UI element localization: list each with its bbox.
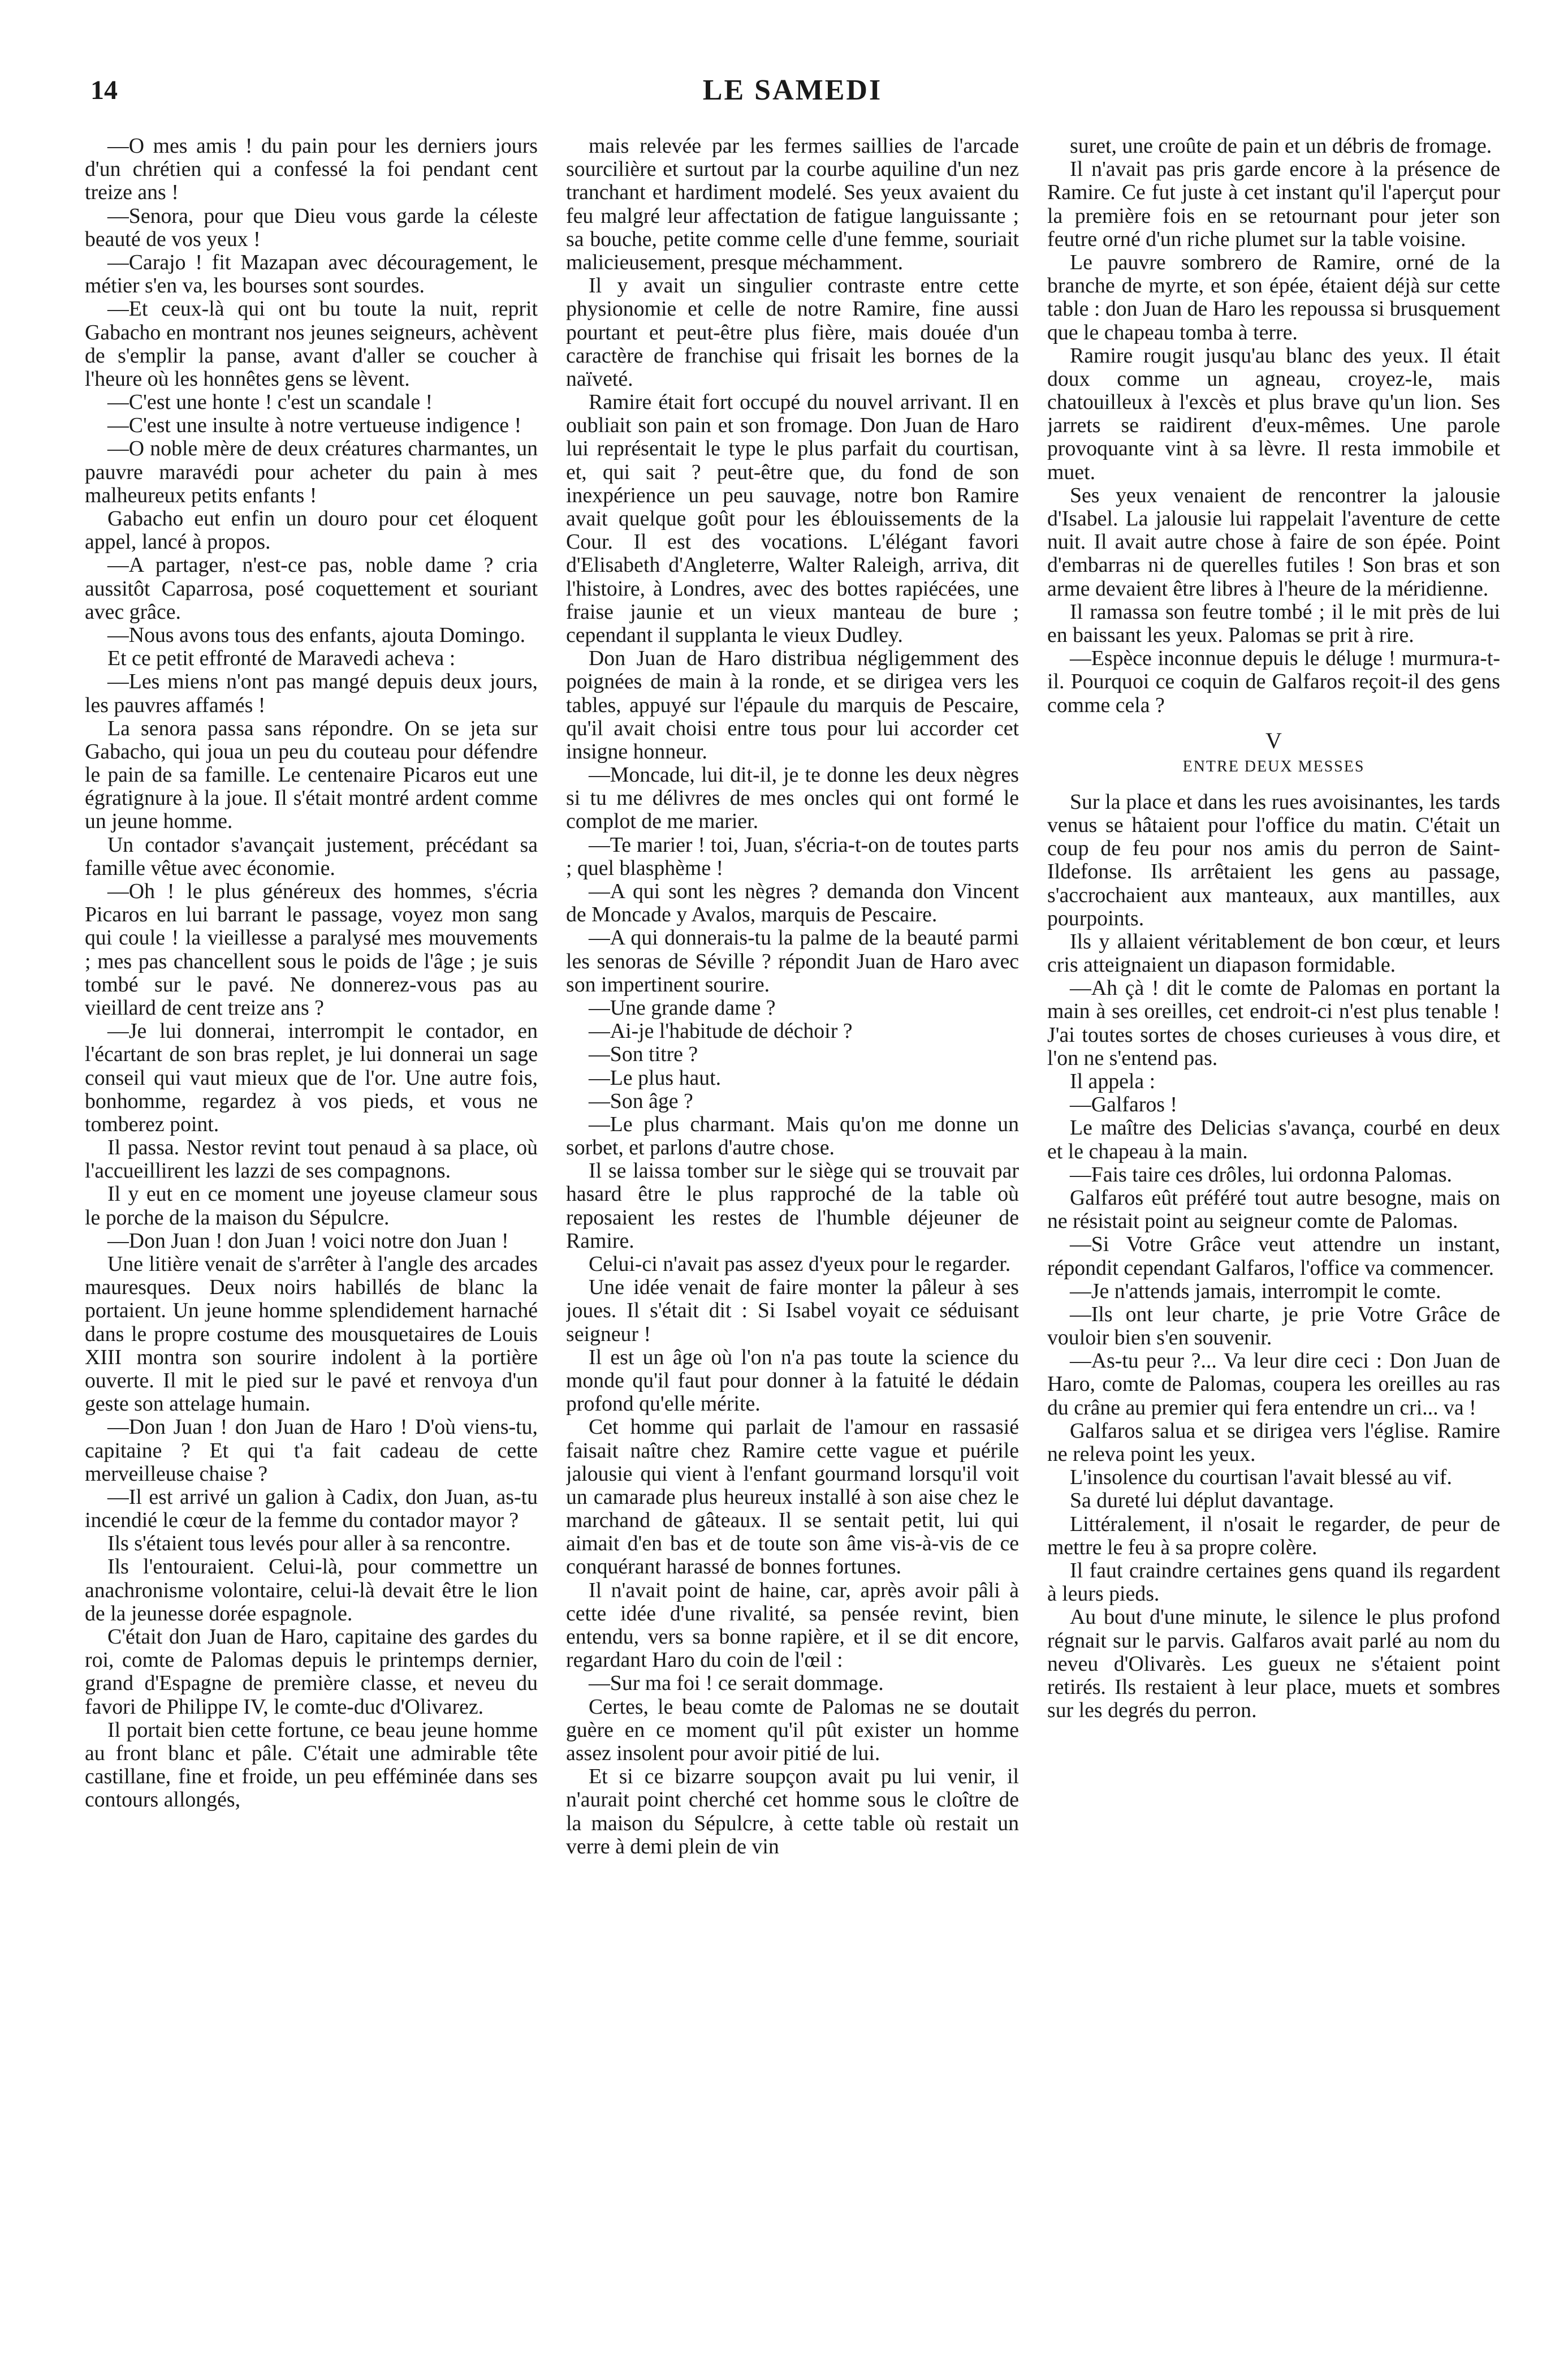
section-title: ENTRE DEUX MESSES (1182, 758, 1365, 776)
section-number: V (1265, 727, 1282, 753)
paragraph: Le maître des Delicias s'avança, courbé en deux et le chapeau à la main. (1047, 1116, 1500, 1163)
paragraph: Il faut craindre certaines gens quand ils regardent à leurs pieds. (1047, 1558, 1500, 1606)
column-3-text-before-section (1047, 135, 1500, 717)
paragraph: Il ramassa son feutre tombé ; il le mit près de lui en baissant les yeux. Palomas se prit à rire. (1047, 600, 1500, 647)
text-columns (85, 135, 1500, 2318)
paragraph: —As-tu peur ?... Va leur dire ceci : Don Juan de Haro, comte de Palomas, coupera les oreilles au ras du crâne au premier qui fera entendre un cri... va ! (1047, 1349, 1500, 1420)
paragraph: Ramire était fort occupé du nouvel arrivant. Il en oubliait son pain et son fromage. Don Juan de Haro lui représentait le type le plus parfait du courtisan, et, qui sait ? peut-être que, du fond de son inexpérience un peu sauvage, notre bon Ramire avait quelque goût pour les éblouissements de la Cour. Il est des vocations. L'élégant favori d'Elisabeth d'Angleterre, Walter Raleigh, arriva, dit l'histoire, à Londres, avec des bottes rapiécées, une fraise jaunie et un vieux manteau de bure ; cependant il supplanta le vieux Dudley. (566, 390, 1019, 647)
paragraph: —Carajo ! fit Mazapan avec découragement, le métier s'en va, les bourses sont sourdes. (85, 250, 538, 298)
paragraph: —Je n'attends jamais, interrompit le comte. (1070, 1279, 1441, 1303)
journal-title: LE SAMEDI (702, 74, 883, 106)
paragraph: —Senora, pour que Dieu vous garde la céleste beauté de vos yeux ! (85, 204, 538, 251)
paragraph: Il portait bien cette fortune, ce beau jeune homme au front blanc et pâle. C'était une admirable tête castillane, fine et froide, un peu efféminée dans ses contours allongés, (85, 1718, 538, 1812)
paragraph: Ramire rougit jusqu'au blanc des yeux. Il était doux comme un agneau, croyez-le, mais chatouilleux à l'excès et plus brave qu'un lion. Ses jarrets se raidirent d'eux-mêmes. Une parole provoquante vint à sa lèvre. Il resta immobile et muet. (1047, 343, 1500, 484)
page-number: 14 (90, 75, 118, 105)
paragraph: Certes, le beau comte de Palomas ne se doutait guère en ce moment qu'il pût exister un homme assez insolent pour avoir pitié de lui. (566, 1694, 1019, 1765)
paragraph: —A partager, n'est-ce pas, noble dame ? cria aussitôt Caparrosa, posé coquettement et souriant avec grâce. (85, 553, 538, 624)
paragraph: —Fais taire ces drôles, lui ordonna Palomas. (1070, 1162, 1453, 1187)
paragraph: Un contador s'avançait justement, précédant sa famille vêtue avec économie. (85, 833, 538, 880)
paragraph: —C'est une honte ! c'est un scandale ! (107, 390, 433, 415)
paragraph: Il passa. Nestor revint tout penaud à sa place, où l'accueillirent les lazzi de ses compagnons. (85, 1136, 538, 1183)
paragraph: —Le plus charmant. Mais qu'on me donne un sorbet, et parlons d'autre chose. (566, 1112, 1019, 1160)
paragraph: Il se laissa tomber sur le siège qui se trouvait par hasard être le plus rapproché de la table où reposaient les restes de l'humble déjeuner de Ramire. (566, 1159, 1019, 1253)
paragraph: L'insolence du courtisan l'avait blessé au vif. (1070, 1465, 1452, 1490)
paragraph: —C'est une insulte à notre vertueuse indigence ! (107, 413, 522, 438)
paragraph: Il n'avait point de haine, car, après avoir pâli à cette idée d'une rivalité, sa pensée revint, bien entendu, vers sa bonne rapière, et il se dit encore, regardant Haro du coin de l'œil : (566, 1578, 1019, 1672)
column-2 (566, 135, 1019, 2318)
paragraph: Gabacho eut enfin un douro pour cet éloquent appel, lancé à propos. (85, 507, 538, 554)
paragraph: Galfaros eût préféré tout autre besogne, mais on ne résistait point au seigneur comte de Palomas. (1047, 1185, 1500, 1234)
paragraph: mais relevée par les fermes saillies de l'arcade sourcilière et surtout par la courbe aquiline d'un nez tranchant et hardiment modelé. Ses yeux avaient du feu malgré leur affectation de fatigue languissante ; sa bouche, petite comme celle d'une femme, souriait malicieusement, presque méchamment. (566, 135, 1019, 274)
paragraph: —Si Votre Grâce veut attendre un instant, répondit cependant Galfaros, l'office va commencer. (1047, 1232, 1500, 1280)
paragraph: suret, une croûte de pain et un débris de fromage. (1070, 135, 1492, 158)
paragraph: —Galfaros ! (1070, 1093, 1177, 1117)
paragraph: Une idée venait de faire monter la pâleur à ses joues. Il s'était dit : Si Isabel voyait ce séduisant seigneur ! (566, 1275, 1019, 1346)
paragraph: —Don Juan ! don Juan de Haro ! D'où viens-tu, capitaine ? Et qui t'a fait cadeau de cette merveilleuse chaise ? (85, 1415, 538, 1486)
paragraph: Ses yeux venaient de rencontrer la jalousie d'Isabel. La jalousie lui rappelait l'aventure de cette nuit. Il avait autre chose à faire de son épée. Point d'embarras ni de querelles futiles ! Son bras et son arme devaient être libres à l'heure de la méridienne. (1047, 483, 1500, 601)
paragraph: —O mes amis ! du pain pour les derniers jours d'un chrétien qui a confessé la foi pendant cent treize ans ! (85, 135, 538, 205)
paragraph: —Une grande dame ? (589, 995, 776, 1020)
paragraph: Galfaros salua et se dirigea vers l'église. Ramire ne releva point les yeux. (1047, 1418, 1500, 1467)
paragraph: Il est un âge où l'on n'a pas toute la science du monde qu'il faut pour donner à la fatuité le dédain profond qu'elle mérite. (566, 1345, 1019, 1416)
paragraph: Il appela : (1070, 1069, 1156, 1094)
paragraph: —Son titre ? (589, 1042, 698, 1067)
paragraph: Une litière venait de s'arrêter à l'angle des arcades mauresques. Deux noirs habillés de blanc la portaient. Un jeune homme splendidement harnaché dans le propre costume des mousquetaires de Louis XIII montra son sourire indolent à la portière ouverte. Il mit le pied sur le pavé et renvoya d'un geste son attelage humain. (85, 1252, 538, 1416)
paragraph: —Son âge ? (589, 1089, 693, 1113)
paragraph: —Oh ! le plus généreux des hommes, s'écria Picaros en lui barrant le passage, voyez mon sang qui coule ! la vieillesse a paralysé mes mouvements ; mes pas chancellent sous le poids de l'âge ; je suis tombé sur le pavé. Ne donnerez-vous pas au vieillard de cent treize ans ? (85, 879, 538, 1020)
paragraph: —Ah çà ! dit le comte de Palomas en portant la main à ses oreilles, cet endroit-ci n'est plus tenable ! J'ai toutes sortes de choses curieuses à vous dire, et l'on ne s'entend pas. (1047, 976, 1500, 1070)
paragraph: Ils l'entouraient. Celui-là, pour commettre un anachronisme volontaire, celui-là devait être le lion de la jeunesse dorée espagnole. (85, 1555, 538, 1625)
paragraph: Sur la place et dans les rues avoisinantes, les tards venus se hâtaient pour l'office du matin. C'était un coup de feu pour nos amis du perron de Saint-Ildefonse. Ils arrêtaient les gens au passage, s'accrochaient aux manteaux, aux mantilles, aux pourpoints. (1047, 790, 1500, 930)
paragraph: Cet homme qui parlait de l'amour en rassasié faisait naître chez Ramire cette vague et puérile jalousie qui vient à l'enfant gourmand lorsqu'il voit un camarade plus heureux installé à son aise chez le marchand de gâteaux. Il se sentait petit, lui qui aimait d'en bas et de toute son âme vis-à-vis de ce conquérant harassé de bonnes fortunes. (566, 1415, 1019, 1579)
paragraph: C'était don Juan de Haro, capitaine des gardes du roi, comte de Palomas depuis le printemps dernier, grand d'Espagne de première classe, et neveu du favori de Philippe IV, le comte-duc d'Olivarez. (85, 1625, 538, 1719)
paragraph: Au bout d'une minute, le silence le plus profond régnait sur le parvis. Galfaros avait parlé au nom du neveu d'Olivarès. Les gueux ne s'étaient point retirés. Ils restaient à leur place, muets et sombres sur les degrés du perron. (1047, 1605, 1500, 1723)
paragraph: —Les miens n'ont pas mangé depuis deux jours, les pauvres affamés ! (85, 670, 538, 717)
paragraph: —Et ceux-là qui ont bu toute la nuit, reprit Gabacho en montrant nos jeunes seigneurs, achèvent de s'emplir la panse, avant d'aller se coucher à l'heure où les honnêtes gens se lèvent. (85, 297, 538, 391)
paragraph: —Don Juan ! don Juan ! voici notre don Juan ! (107, 1228, 509, 1253)
paragraph: La senora passa sans répondre. On se jeta sur Gabacho, qui joua un peu du couteau pour défendre le pain de sa famille. Le centenaire Picaros eut une égratignure à la joue. Il s'était montré ardent comme un jeune homme. (85, 716, 538, 834)
paragraph: —Il est arrivé un galion à Cadix, don Juan, as-tu incendié le cœur de la femme du contador mayor ? (85, 1485, 538, 1533)
paragraph: Et ce petit effronté de Maravedi acheva : (107, 646, 456, 671)
paragraph: Le pauvre sombrero de Ramire, orné de la branche de myrte, et son épée, étaient déjà sur cette table : don Juan de Haro les repoussa si brusquement que le chapeau tomba à terre. (1047, 250, 1500, 344)
column-3-text-after-section (1047, 791, 1500, 1723)
paragraph: —Le plus haut. (589, 1066, 722, 1090)
paragraph: —Je lui donnerai, interrompit le contador, en l'écartant de son bras replet, je lui donnerai un sage conseil qui vaut mieux que de l'or. Une autre fois, bonhomme, regardez à vos pieds, et vous ne tomberez point. (85, 1019, 538, 1136)
paragraph: —Te marier ! toi, Juan, s'écria-t-on de toutes parts ; quel blasphème ! (566, 833, 1019, 880)
paragraph: Celui-ci n'avait pas assez d'yeux pour le regarder. (589, 1252, 1011, 1276)
paragraph: Ils y allaient véritablement de bon cœur, et leurs cris atteignaient un diapason formidable. (1047, 929, 1500, 977)
column-1 (85, 135, 538, 2318)
paragraph: Et si ce bizarre soupçon avait pu lui venir, il n'aurait point cherché cet homme sous le cloître de la maison du Sépulcre, à cette table où restait un verre à demi plein de vin (566, 1765, 1019, 1858)
paragraph: Il n'avait pas pris garde encore à la présence de Ramire. Ce fut juste à cet instant qu'il l'aperçut pour la première fois en se retournant pour jeter son feutre orné d'un riche plumet sur la table voisine. (1047, 157, 1500, 251)
paragraph: —Moncade, lui dit-il, je te donne les deux nègres si tu me délivres de mes oncles qui ont formé le complot de me marier. (566, 763, 1019, 834)
column-3 (1047, 135, 1500, 2318)
paragraph: —Espèce inconnue depuis le déluge ! murmura-t-il. Pourquoi ce coquin de Galfaros reçoit-il des gens comme cela ? (1047, 646, 1500, 717)
paragraph: Sa dureté lui déplut davantage. (1070, 1489, 1334, 1513)
paragraph: —Ils ont leur charte, je prie Votre Grâce de vouloir bien s'en souvenir. (1047, 1302, 1500, 1350)
paragraph: —O noble mère de deux créatures charmantes, un pauvre maravédi pour acheter du pain à mes malheureux petits enfants ! (85, 437, 538, 507)
paragraph: —Sur ma foi ! ce serait dommage. (589, 1671, 884, 1696)
paragraph: —Ai-je l'habitude de déchoir ? (589, 1019, 853, 1043)
paragraph: Don Juan de Haro distribua négligemment des poignées de main à la ronde, et se dirigea vers les tables, appuyé sur l'épaule du marquis de Pescaire, qu'il avait choisi entre tous pour lui accorder cet insigne honneur. (566, 646, 1019, 764)
paragraph: —Nous avons tous des enfants, ajouta Domingo. (107, 623, 526, 647)
paragraph: —A qui donnerais-tu la palme de la beauté parmi les senoras de Séville ? répondit Juan de Haro avec son impertinent sourire. (566, 926, 1019, 997)
page-header (85, 62, 1500, 113)
paragraph: Il y eut en ce moment une joyeuse clameur sous le porche de la maison du Sépulcre. (85, 1182, 538, 1230)
paragraph: Ils s'étaient tous levés pour aller à sa rencontre. (107, 1532, 511, 1556)
paragraph: —A qui sont les nègres ? demanda don Vincent de Moncade y Avalos, marquis de Pescaire. (566, 879, 1019, 927)
paragraph: Littéralement, il n'osait le regarder, de peur de mettre le feu à sa propre colère. (1047, 1512, 1500, 1559)
paragraph: Il y avait un singulier contraste entre cette physionomie et celle de notre Ramire, fine aussi pourtant et peut-être plus fière, mais douée d'un caractère de franchise qui frisait les bornes de la naïveté. (566, 274, 1019, 391)
